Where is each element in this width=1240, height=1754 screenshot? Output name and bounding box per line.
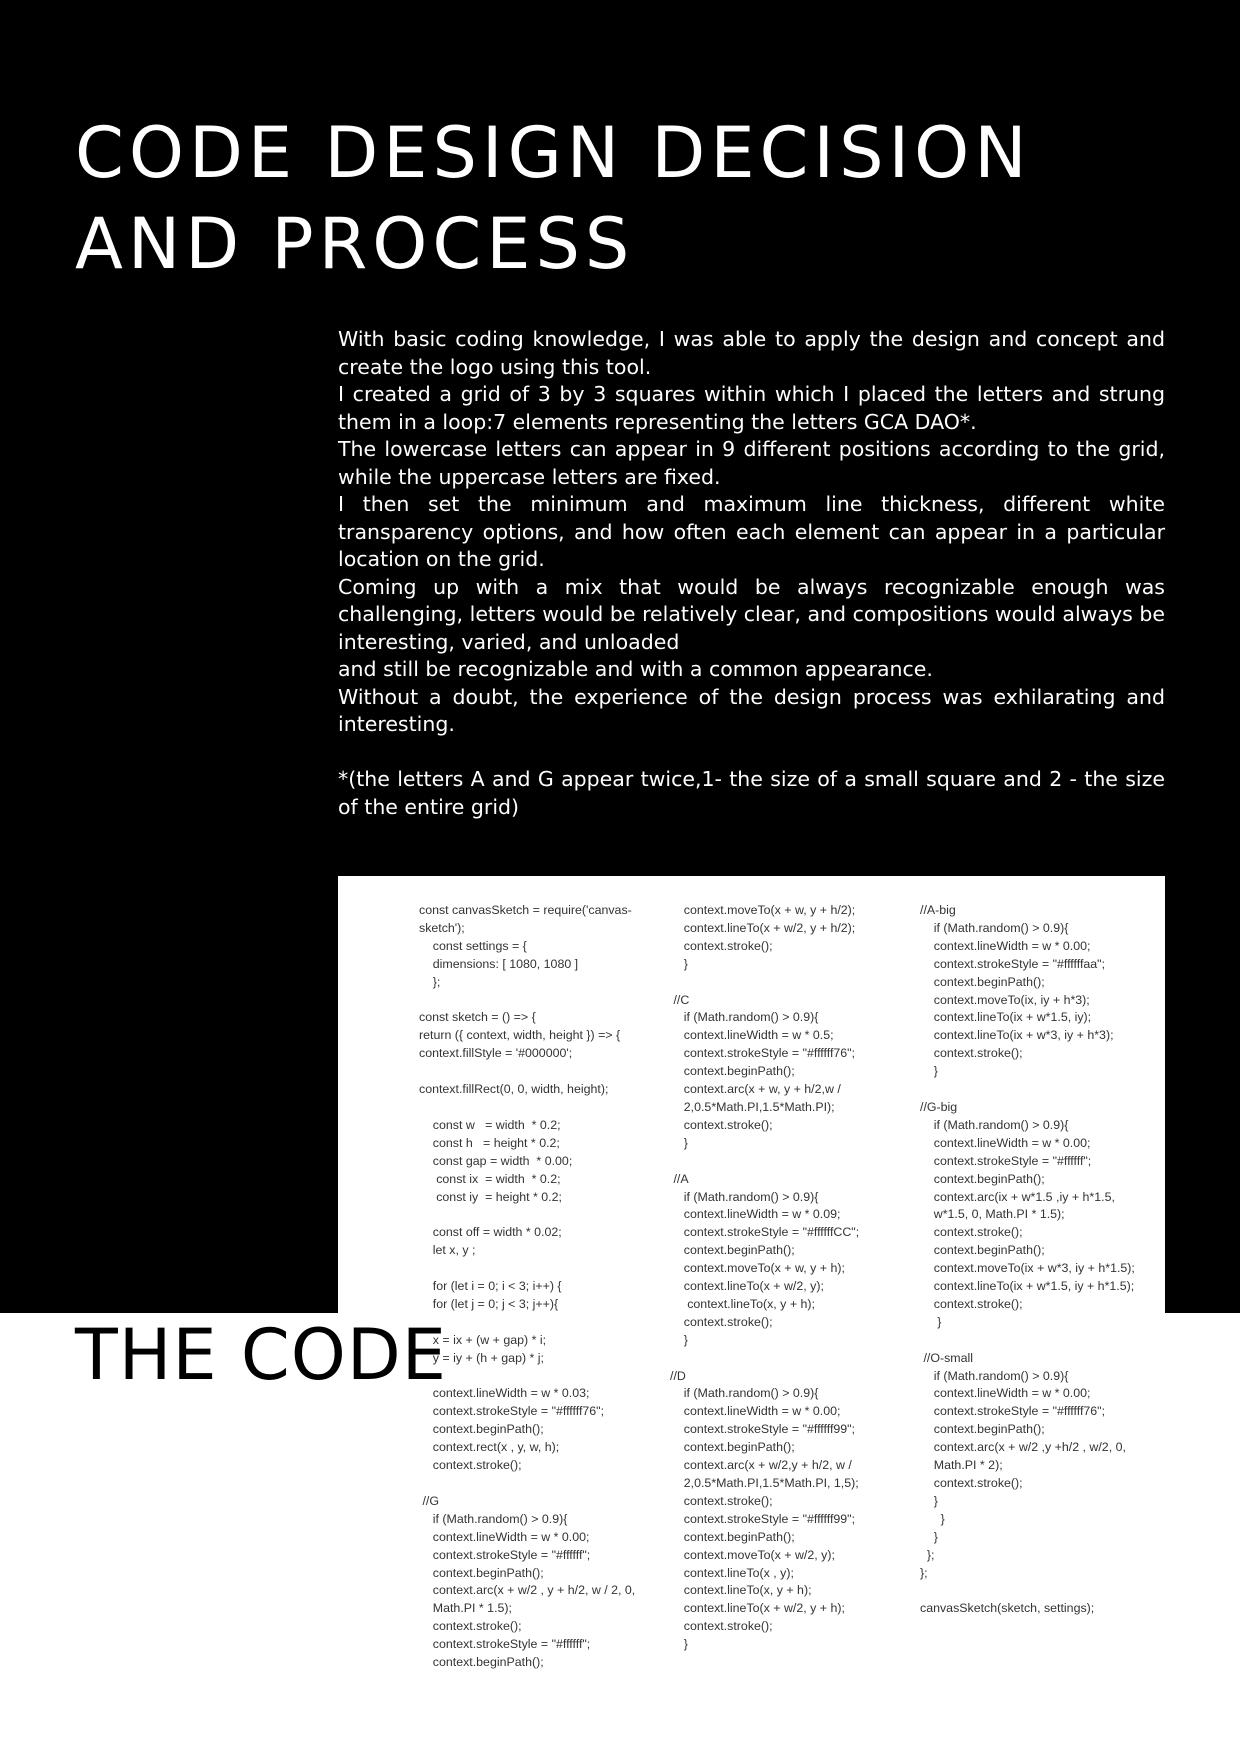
section-heading-the-code: THE CODE	[75, 1314, 447, 1396]
code-column-3: //A-big if (Math.random() > 0.9){ context.lineWidth = w * 0.00; context.strokeStyle = "#ffffffaa"; context.beginPath(); context.moveTo(ix, iy + h*3); context.lineTo(ix + w*1.5, iy); context.lineTo(ix + w*3, iy + h*3); context.stroke(); } //G-big if (Math.random() > 0.9){ context.lineWidth = w * 0.00; context.strokeStyle = "#ffffff"; context.beginPath(); context.arc(ix + w*1.5 ,iy + h*1.5, w*1.5, 0, Math.PI * 1.5); context.stroke(); context.beginPath(); context.moveTo(ix + w*3, iy + h*1.5); context.lineTo(ix + w*1.5, iy + h*1.5); context.stroke(); } //O-small if (Math.random() > 0.9){ context.lineWidth = w * 0.00; context.strokeStyle = "#ffffff76"; context.beginPath(); context.arc(x + w/2 ,y +h/2 , w/2, 0, Math.PI * 2); context.stroke(); } } } }; }; canvasSketch(sketch, settings);	[920, 903, 1135, 1616]
code-column-1: const canvasSketch = require('canvas- sketch'); const settings = { dimensions: [ 1080, 1080 ] }; const sketch = () => { return ({ context, width, height }) => { context.fillStyle = '#000000'; context.fillRect(0, 0, width, height); const w = width * 0.2; const h = height * 0.2; const gap = width * 0.00; const ix = width * 0.2; const iy = height * 0.2; const off = width * 0.02; let x, y ; for (let i = 0; i < 3; i++) { for (let j = 0; j < 3; j++){ x = ix + (w + gap) * i; y = iy + (h + gap) * j; context.lineWidth = w * 0.03; context.strokeStyle = "#ffffff76"; context.beginPath(); context.rect(x , y, w, h); context.stroke(); //G if (Math.random() > 0.9){ context.lineWidth = w * 0.00; context.strokeStyle = "#ffffff"; context.beginPath(); context.arc(x + w/2 , y + h/2, w / 2, 0, Math.PI * 1.5); context.stroke(); context.strokeStyle = "#ffffff"; context.beginPath();	[419, 903, 636, 1670]
page-title-line-1: CODE DESIGN DECISION	[75, 112, 1032, 194]
intro-spacer	[338, 739, 1165, 767]
intro-paragraph: I then set the minimum and maximum line thickness, different white transparency options, and how often each element can appear in a particular location on the grid.	[338, 492, 1165, 571]
intro-paragraph: With basic coding knowledge, I was able to apply the design and concept and create the logo using this tool.	[338, 327, 1165, 379]
intro-paragraph: Without a doubt, the experience of the design process was exhilarating and interesting.	[338, 684, 1165, 736]
intro-paragraph: The lowercase letters can appear in 9 different positions according to the grid, while the uppercase letters are fixed.	[338, 437, 1165, 489]
intro-paragraph: Coming up with a mix that would be always recognizable enough was challenging, letters would be relatively clear, and compositions would always be interesting, varied, and unloaded	[338, 574, 1165, 654]
code-panel	[338, 876, 1165, 1754]
intro-footnote: *(the letters A and G appear twice,1- the size of a small square and 2 - the size of the entire grid)	[338, 767, 1165, 819]
intro-paragraph: I created a grid of 3 by 3 squares within which I placed the letters and strung them in a loop:7 elements representing the letters GCA DAO*.	[338, 382, 1165, 434]
intro-text	[338, 326, 1165, 821]
page-title-line-2: AND PROCESS	[75, 203, 635, 285]
code-column-2: context.moveTo(x + w, y + h/2); context.lineTo(x + w/2, y + h/2); context.stroke(); } //C if (Math.random() > 0.9){ context.lineWidth = w * 0.5; context.strokeStyle = "#ffffff76"; context.beginPath(); context.arc(x + w, y + h/2,w / 2,0.5*Math.PI,1.5*Math.PI); context.stroke(); } //A if (Math.random() > 0.9){ context.lineWidth = w * 0.09; context.strokeStyle = "#ffffffCC"; context.beginPath(); context.moveTo(x + w, y + h); context.lineTo(x + w/2, y); context.lineTo(x, y + h); context.stroke(); } //D if (Math.random() > 0.9){ context.lineWidth = w * 0.00; context.strokeStyle = "#ffffff99"; context.beginPath(); context.arc(x + w/2,y + h/2, w / 2,0.5*Math.PI,1.5*Math.PI, 1,5); context.stroke(); context.strokeStyle = "#ffffff99"; context.beginPath(); context.moveTo(x + w/2, y); context.lineTo(x , y); context.lineTo(x, y + h); context.lineTo(x + w/2, y + h); context.stroke(); }	[670, 903, 860, 1652]
intro-paragraph: and still be recognizable and with a common appearance.	[338, 657, 933, 681]
